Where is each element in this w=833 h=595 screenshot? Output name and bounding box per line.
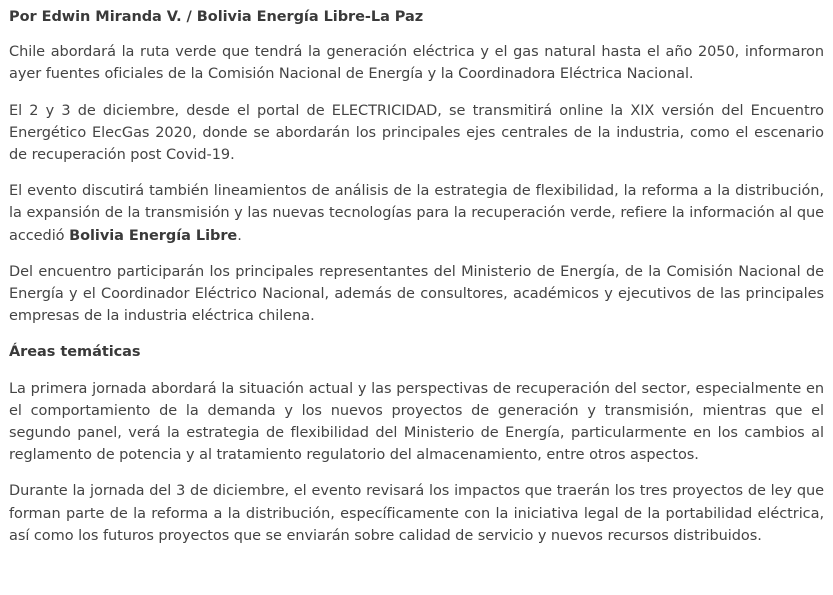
paragraph-3-text: El evento discutirá también lineamientos de análisis de la estrategia de flexibilidad, la reforma a la distribución, la expansión de la transmisión y las nuevas tecnologías para la recuperación verde, refiere la información al que accedió (9, 183, 824, 244)
article-byline: Por Edwin Miranda V. / Bolivia Energía Libre-La Paz (9, 9, 424, 25)
paragraph-4: Del encuentro participarán los principales representantes del Ministerio de Energía, de la Comisión Nacional de Energía y el Coordinador Eléctrico Nacional, además de consultores, académicos y ejecutivos de las principales empresas de la industria eléctrica chilena. (9, 263, 824, 325)
paragraph-2: El 2 y 3 de diciembre, desde el portal de ELECTRICIDAD, se transmitirá online la XIX versión del Encuentro Energético ElecGas 2020, donde se abordarán los principales ejes centrales de la industria, como el escenario de recuperación post Covid-19. (9, 102, 824, 164)
paragraph-3-end: . (237, 227, 242, 244)
paragraph-3 (9, 180, 824, 247)
paragraph-3-source: Bolivia Energía Libre (69, 227, 238, 244)
article-body (9, 2, 824, 547)
section-paragraph-1: La primera jornada abordará la situación actual y las perspectivas de recuperación del sector, especialmente en el comportamiento de la demanda y los nuevos proyectos de generación y transmisión, mientras que el segundo panel, verá la estrategia de flexibilidad del Ministerio de Energía, particularmente en los cambios al reglamento de potencia y al tratamiento regulatorio del almacenamiento, entre otros aspectos. (9, 380, 824, 464)
paragraph-1: Chile abordará la ruta verde que tendrá la generación eléctrica y el gas natural hasta el año 2050, informaron ayer fuentes oficiales de la Comisión Nacional de Energía y la Coordinadora Eléctrica Nacional. (9, 44, 824, 83)
section-paragraph-2: Durante la jornada del 3 de diciembre, el evento revisará los impactos que traerán los tres proyectos de ley que forman parte de la reforma a la distribución, específicamente con la iniciativa legal de la portabilidad eléctrica, así como los futuros proyectos que se enviarán sobre calidad de servicio y nuevos recursos distribuidos. (9, 483, 824, 544)
section-heading: Áreas temáticas (9, 344, 141, 361)
